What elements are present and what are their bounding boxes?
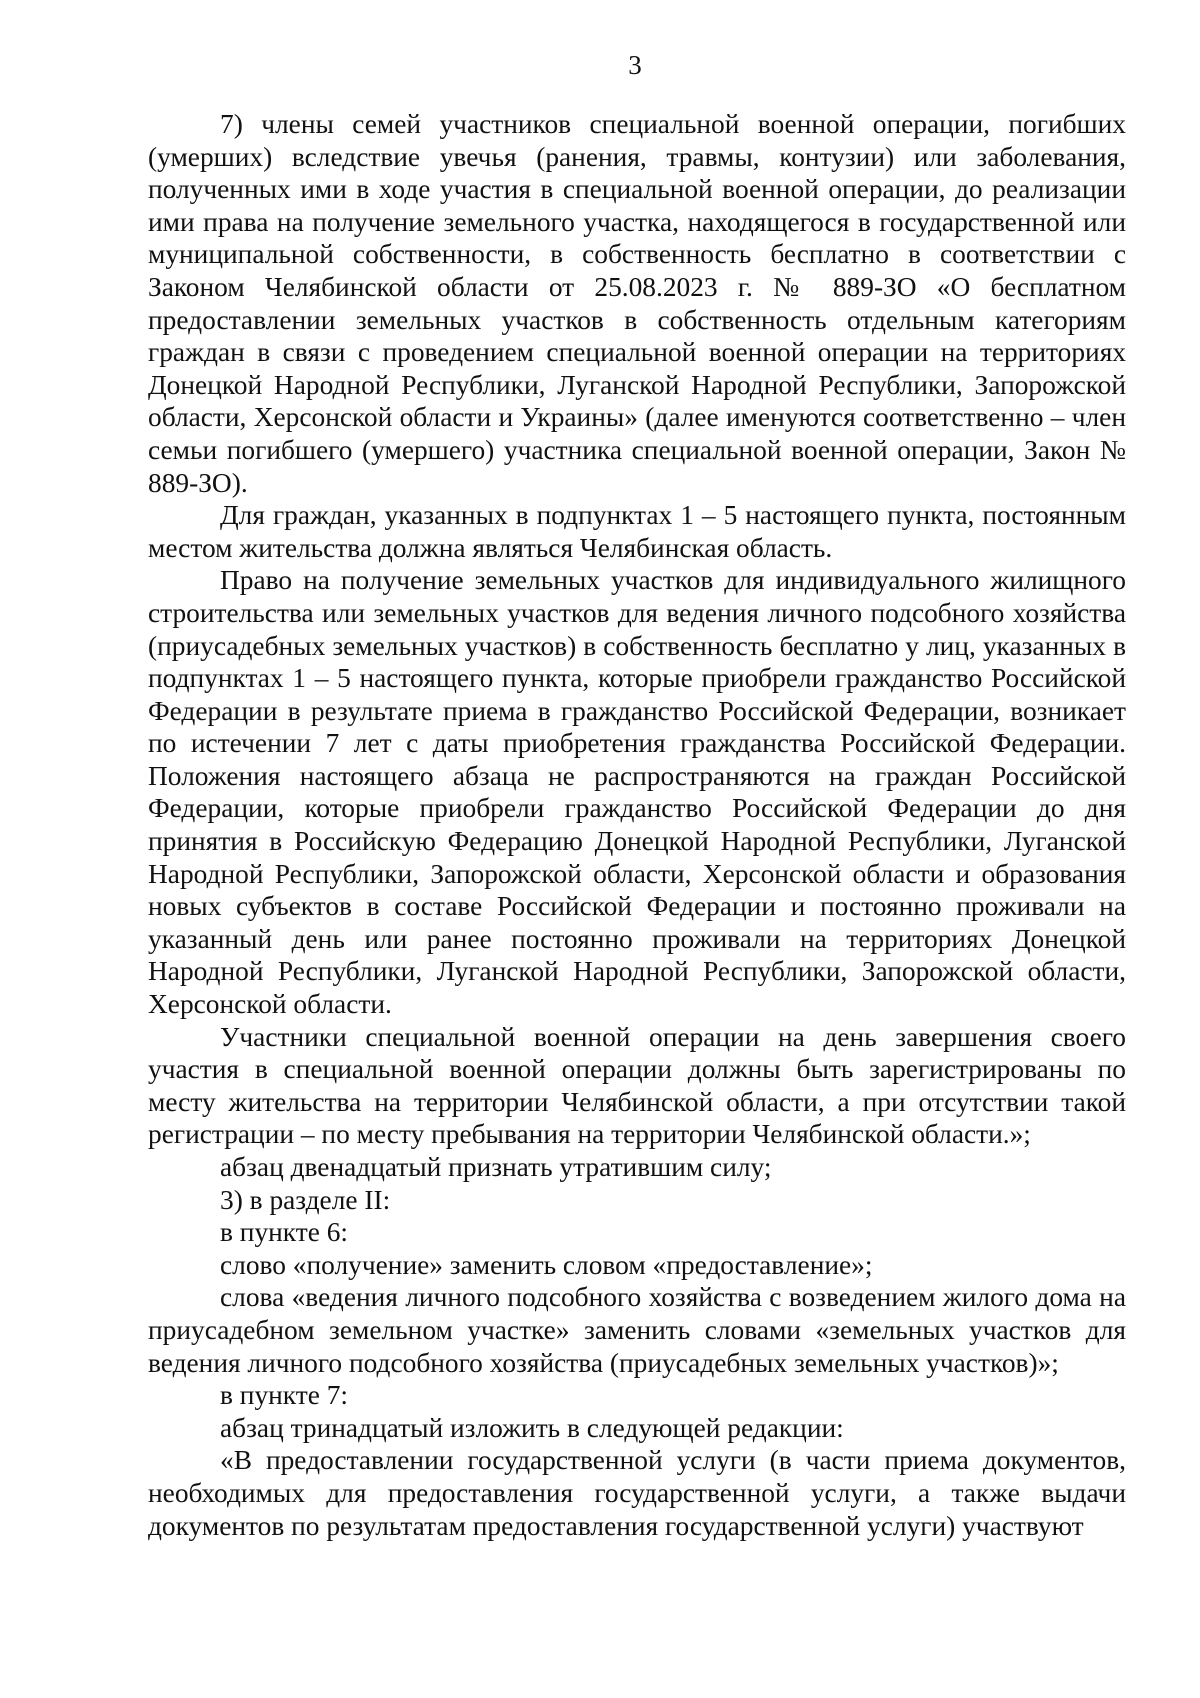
paragraph-abzac-13: абзац тринадцатый изложить в следующей редакции: xyxy=(220,1412,844,1443)
paragraph-item-7-family-members: 7) члены семей участников специальной военной операции, погибших (умерших) вследствие увечья (ранения, травмы, контузии) или заболевания, полученных ими в ходе участия в специальной военной операции, до реализации ими права на получение земельного участка, находящегося в государственной или муниципальной собственности, в собственность бесплатно в соответствии с Законом Челябинской области от 25.08.2023 г. № 889-ЗО «О бесплатном предоставлении земельных участков в собственность отдельным категориям граждан в связи с проведением специальной военной операции на территориях Донецкой Народной Республики, Луганской Народной Республики, Запорожской области, Херсонской области и Украины» (далее именуются соответственно – член семьи погибшего (умершего) участника специальной военной операции, Закон № 889-ЗО). xyxy=(148,109,1126,498)
page-number: 3 xyxy=(628,50,642,80)
paragraph-word-replace: слово «получение» заменить словом «предоставление»; xyxy=(220,1249,873,1280)
paragraph-abzac-12: абзац двенадцатый признать утратившим силу; xyxy=(220,1152,772,1182)
paragraph-words-replace: слова «ведения личного подсобного хозяйства с возведением жилого дома на приусадебном земельном участке» заменить словами «земельных участков для ведения личного подсобного хозяйства (приусадебных земельных участков)»; xyxy=(148,1282,1126,1378)
paragraph-new-wording: «В предоставлении государственной услуги (в части приема документов, необходимых для предоставления государственной услуги, а также выдачи документов по результатам предоставления государственной услуги) участвуют xyxy=(148,1445,1126,1541)
paragraph-land-right: Право на получение земельных участков для индивидуального жилищного строительства или земельных участков для ведения личного подсобного хозяйства (приусадебных земельных участков) в собственность бесплатно у лиц, указанных в подпунктах 1 – 5 настоящего пункта, которые приобрели гражданство Российской Федерации в результате приема в гражданство Российской Федерации, возникает по истечении 7 лет с даты приобретения гражданства Российской Федерации. Положения настоящего абзаца не распространяются на граждан Российской Федерации, которые приобрели гражданство Российской Федерации до дня принятия в Российскую Федерацию Донецкой Народной Республики, Луганской Народной Республики, Запорожской области, Херсонской области и образования новых субъектов в составе Российской Федерации и постоянно проживали на указанный день или ранее постоянно проживали на территориях Донецкой Народной Республики, Луганской Народной Республики, Запорожской области, Херсонской области. xyxy=(148,565,1126,1020)
paragraph-point-6: в пункте 6: xyxy=(220,1217,349,1248)
document-body xyxy=(148,108,1126,1542)
paragraph-section-2: 3) в разделе II: xyxy=(220,1184,391,1215)
paragraph-point-7: в пункте 7: xyxy=(220,1380,349,1411)
paragraph-svo-registration: Участники специальной военной операции на день завершения своего участия в специальной военной операции должны быть зарегистрированы по месту жительства на территории Челябинской области, а при отсутствии такой регистрации – по месту пребывания на территории Челябинской области.»; xyxy=(148,1021,1126,1150)
paragraph-residence-requirement: Для граждан, указанных в подпунктах 1 – 5 настоящего пункта, постоянным местом жительства должна являться Челябинская область. xyxy=(148,500,1126,563)
